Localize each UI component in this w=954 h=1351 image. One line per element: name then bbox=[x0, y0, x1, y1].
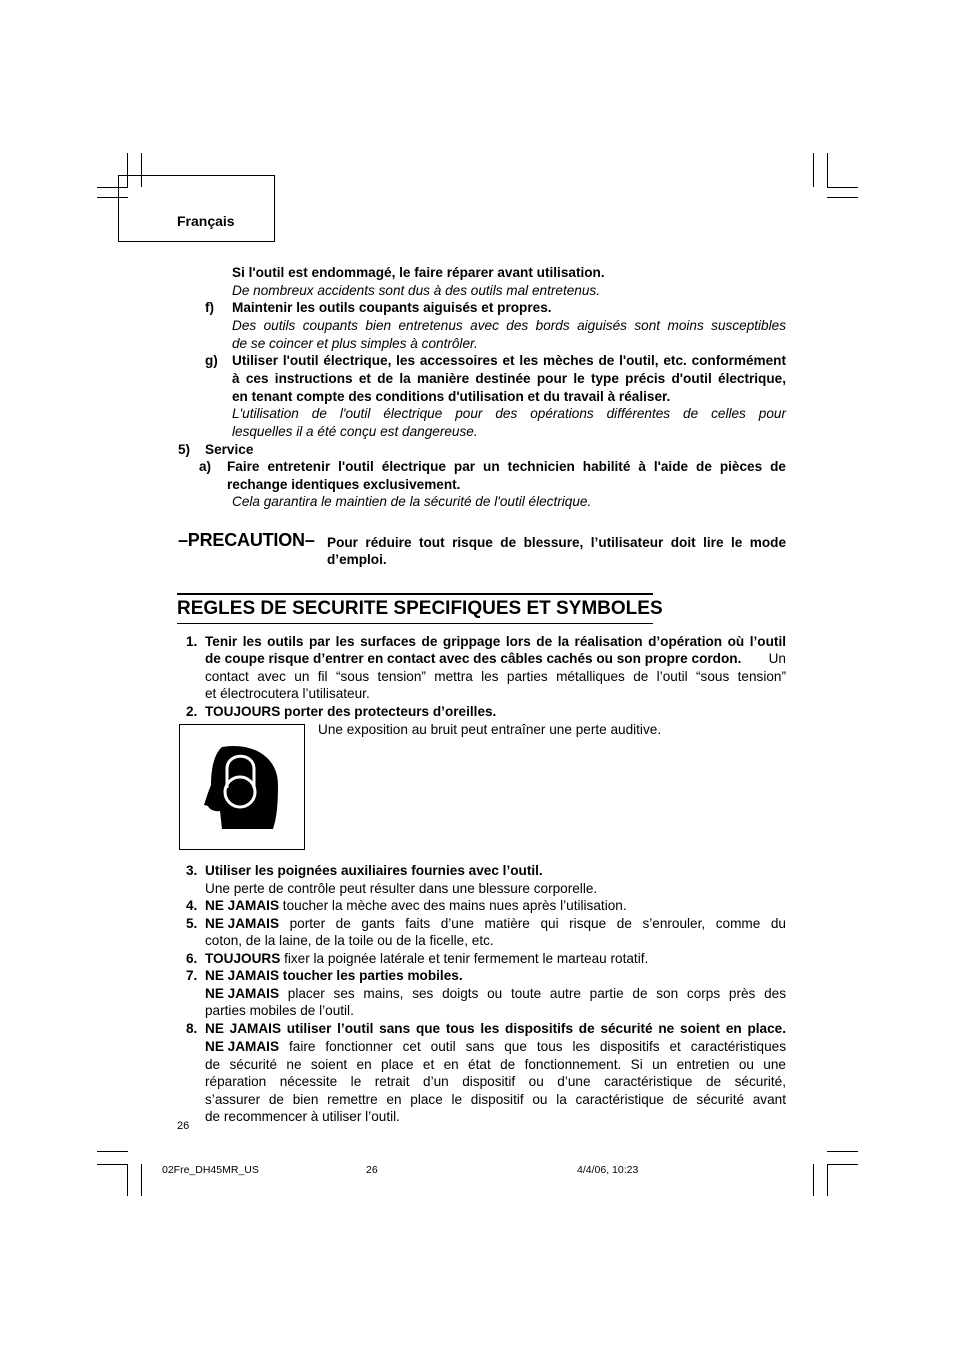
rule-7-text-1: placer ses mains, ses doigts ou toute autre partie de son corps près des bbox=[279, 986, 786, 1001]
rule-5-text-2: coton, de la laine, de la toile ou de la ficelle, etc. bbox=[205, 933, 494, 948]
rule-7-line-2 bbox=[205, 985, 786, 1003]
crop-mark bbox=[813, 153, 814, 187]
crop-mark bbox=[813, 1164, 814, 1196]
rule-4-bold: NE JAMAIS bbox=[205, 898, 280, 913]
rule-8-text-5: de recommencer à utiliser l’outil. bbox=[205, 1109, 400, 1124]
rule-8-bold-2: NE JAMAIS bbox=[205, 1039, 280, 1054]
crop-mark bbox=[827, 1151, 858, 1152]
rule-3-bold: Utiliser les poignées auxiliaires fournies avec l’outil. bbox=[205, 863, 543, 878]
rule-1-line-4: et électrocutera l’utilisateur. bbox=[205, 686, 370, 701]
item-f-bold: Maintenir les outils coupants aiguisés et propres. bbox=[232, 300, 552, 315]
continuation-italic: De nombreux accidents sont dus à des outils mal entretenus. bbox=[232, 283, 600, 298]
service-a-label: a) bbox=[199, 459, 212, 474]
rule-3-text: Une perte de contrôle peut résulter dans une blessure corporelle. bbox=[205, 881, 598, 896]
rule-5-bold: NE JAMAIS bbox=[205, 916, 280, 931]
rule-4-line bbox=[205, 897, 627, 915]
rule-1-line-2 bbox=[205, 650, 786, 668]
page-number: 26 bbox=[177, 1120, 190, 1132]
item-g-label: g) bbox=[205, 353, 218, 368]
footer-date: 4/4/06, 10:23 bbox=[577, 1164, 639, 1176]
footer-file: 02Fre_DH45MR_US bbox=[162, 1164, 259, 1176]
rule-7-bold-2: NE JAMAIS bbox=[205, 986, 280, 1001]
rule-1-bold-1: Tenir les outils par les surfaces de grippage lors de la réalisation d’opération où l’outil bbox=[205, 634, 786, 649]
rule-6-bold: TOUJOURS bbox=[205, 951, 281, 966]
rule-8-number: 8. bbox=[186, 1021, 198, 1036]
crop-mark bbox=[827, 153, 828, 187]
section-title: REGLES DE SECURITE SPECIFIQUES ET SYMBOLES bbox=[177, 598, 663, 619]
crop-mark bbox=[127, 1164, 128, 1196]
item-f-label: f) bbox=[205, 300, 215, 315]
rule-2-number: 2. bbox=[186, 704, 198, 719]
rule-1-bold-2: de coupe risque d’entrer en contact avec des câbles cachés ou son propre cordon. bbox=[205, 651, 742, 666]
item-g-italic-1: L'utilisation de l'outil électrique pour des opérations différentes de celles pour bbox=[232, 406, 786, 421]
service-a-bold-2: rechange identiques exclusivement. bbox=[227, 477, 461, 492]
rule-1-number: 1. bbox=[186, 634, 198, 649]
rule-8-text-4: s’assurer de bien remettre en place le dispositif ou la caractéristique de sécurité avant bbox=[205, 1092, 786, 1107]
item-g-bold-2: à ces instructions et de la manière destinée pour le type précis d'outil électrique, bbox=[232, 371, 786, 386]
rule-2-text: Une exposition au bruit peut entraîner une perte auditive. bbox=[318, 722, 662, 737]
rule-6-number: 6. bbox=[186, 951, 198, 966]
service-title: Service bbox=[205, 442, 254, 457]
crop-mark bbox=[97, 1164, 128, 1165]
item-g-italic-2: lesquelles il a été conçu est dangereuse. bbox=[232, 424, 478, 439]
rule-7-bold: NE JAMAIS toucher les parties mobiles. bbox=[205, 968, 463, 983]
rule-1-line-3: contact avec un fil “sous tension” mettra les parties métalliques de l’outil “sous tension” bbox=[205, 669, 786, 684]
service-a-bold-1: Faire entretenir l'outil électrique par un technicien habilité à l'aide de pièces de bbox=[227, 459, 786, 474]
rule-2-bold: TOUJOURS porter des protecteurs d’oreilles. bbox=[205, 704, 497, 719]
heading-rule-bottom bbox=[177, 623, 653, 624]
continuation-bold: Si l'outil est endommagé, le faire réparer avant utilisation. bbox=[232, 265, 605, 280]
precaution-heading: –PRECAUTION– bbox=[178, 530, 315, 550]
item-f-italic-1: Des outils coupants bien entretenus avec des bords aiguisés sont moins susceptibles bbox=[232, 318, 786, 333]
service-a-italic: Cela garantira le maintien de la sécurité de l'outil électrique. bbox=[232, 494, 592, 509]
rule-5-number: 5. bbox=[186, 916, 198, 931]
crop-mark bbox=[141, 1164, 142, 1196]
rule-8-text-1: faire fonctionner cet outil sans que tous les dispositifs et caractéristiques bbox=[279, 1039, 786, 1054]
rule-4-number: 4. bbox=[186, 898, 198, 913]
crop-mark bbox=[827, 1164, 858, 1165]
crop-mark bbox=[827, 187, 858, 188]
ear-protection-symbol-box bbox=[179, 724, 305, 850]
language-tab: Français bbox=[177, 213, 235, 229]
ear-protection-icon bbox=[180, 725, 303, 848]
crop-mark bbox=[97, 1151, 128, 1152]
rule-1-tail-2: Un bbox=[768, 651, 786, 666]
item-f-italic-2: de se coincer et plus simples à contrôler. bbox=[232, 336, 478, 351]
crop-mark bbox=[827, 1164, 828, 1196]
rule-4-text: toucher la mèche avec des mains nues après l’utilisation. bbox=[279, 898, 627, 913]
rule-5-line-1 bbox=[205, 915, 786, 933]
crop-mark bbox=[827, 197, 858, 198]
heading-rule-top bbox=[177, 593, 653, 595]
rule-8-text-2: de sécurité ne soient en place et en état de fonctionnement. Si un entretien ou une bbox=[205, 1057, 786, 1072]
rule-7-number: 7. bbox=[186, 968, 198, 983]
rule-8-bold: NE JAMAIS utiliser l’outil sans que tous les dispositifs de sécurité ne soient en place. bbox=[205, 1021, 786, 1036]
rule-6-text: fixer la poignée latérale et tenir fermement le marteau rotatif. bbox=[280, 951, 649, 966]
rule-8-text-3: réparation nécessite le retrait d’un dispositif ou d’une caractéristique de sécurité, bbox=[205, 1074, 786, 1089]
item-g-bold-1: Utiliser l'outil électrique, les accessoires et les mèches de l'outil, etc. conformément bbox=[232, 353, 786, 368]
rule-3-number: 3. bbox=[186, 863, 198, 878]
precaution-text-2: d’emploi. bbox=[327, 552, 387, 567]
precaution-text-1: Pour réduire tout risque de blessure, l’utilisateur doit lire le mode bbox=[327, 535, 786, 550]
rule-8-line-2 bbox=[205, 1038, 786, 1056]
rule-7-text-2: parties mobiles de l’outil. bbox=[205, 1003, 354, 1018]
rule-6-line bbox=[205, 950, 648, 968]
rule-5-text-1: porter de gants faits d’une matière qui risque de s’enrouler, comme du bbox=[279, 916, 786, 931]
footer-page: 26 bbox=[366, 1164, 378, 1176]
language-tab-box bbox=[118, 175, 275, 242]
item-g-bold-3: en tenant compte des conditions d'utilisation et du travail à réaliser. bbox=[232, 389, 671, 404]
service-label: 5) bbox=[178, 442, 191, 457]
